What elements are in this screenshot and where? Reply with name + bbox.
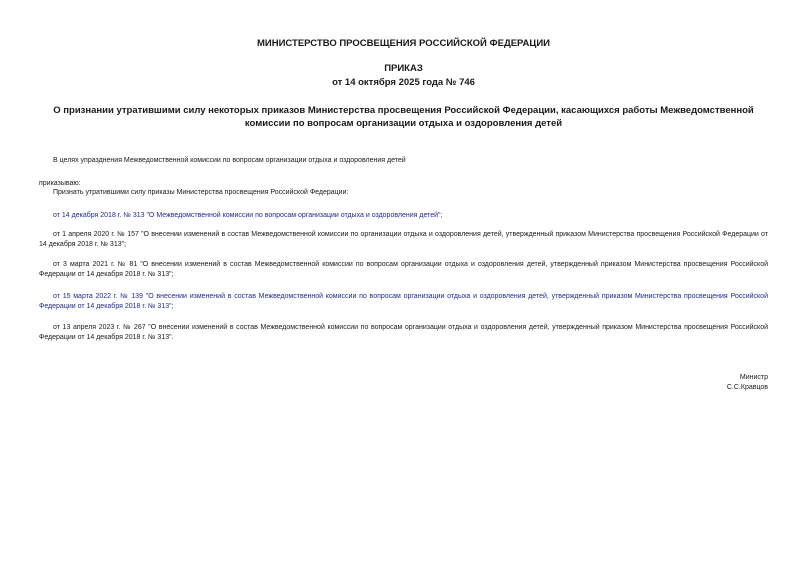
- ministry-name: МИНИСТЕРСТВО ПРОСВЕЩЕНИЯ РОССИЙСКОЙ ФЕДЕРАЦИИ: [256, 38, 551, 49]
- repealed-order-link[interactable]: от 15 марта 2022 г. № 139 "О внесении изменений в состав Межведомственной комиссии по вопросам организации отдыха и оздоровления детей, утвержденный приказом Министерства просвещения Российской Федерации от 14 декабря 2018 г. № 313";: [39, 293, 768, 310]
- preamble: В целях упразднения Межведомственной комиссии по вопросам организации отдыха и оздоровления детей: [53, 157, 406, 164]
- signer-position: Министр: [739, 374, 768, 381]
- order-intro: Признать утратившими силу приказы Министерства просвещения Российской Федерации:: [53, 189, 349, 196]
- document-title: О признании утратившими силу некоторых приказов Министерства просвещения Российской Федерации, касающихся работы Межведомственной комиссии по вопросам организации отдыха и оздоровления детей: [53, 105, 754, 129]
- repealed-order-link[interactable]: от 14 декабря 2018 г. № 313 "О Межведомственной комиссии по вопросам организации отдыха и оздоровления детей";: [53, 212, 443, 219]
- repealed-order: от 1 апреля 2020 г. № 157 "О внесении изменений в состав Межведомственной комиссии по организации отдыха и оздоровления детей, утвержденный приказом Министерства просвещения Российской Федерации от 14 декабря 2018 г. № 313";: [39, 231, 768, 248]
- document-type: ПРИКАЗ: [384, 63, 423, 74]
- signer-name: С.С.Кравцов: [726, 384, 768, 391]
- document-date-number: от 14 октября 2025 года № 746: [332, 77, 475, 88]
- order-word: приказываю:: [39, 180, 81, 187]
- repealed-order: от 3 марта 2021 г. № 81 "О внесении изменений в состав Межведомственной комиссии по вопросам организации отдыха и оздоровления детей, утвержденный приказом Министерства просвещения Российской Федерации от 14 декабря 2018 г. № 313";: [39, 261, 768, 278]
- repealed-order: от 13 апреля 2023 г. № 267 "О внесении изменений в состав Межведомственной комиссии по вопросам организации отдыха и оздоровления детей, утвержденный приказом Министерства просвещения Российской Федерации от 14 декабря 2018 г. № 313".: [39, 324, 768, 341]
